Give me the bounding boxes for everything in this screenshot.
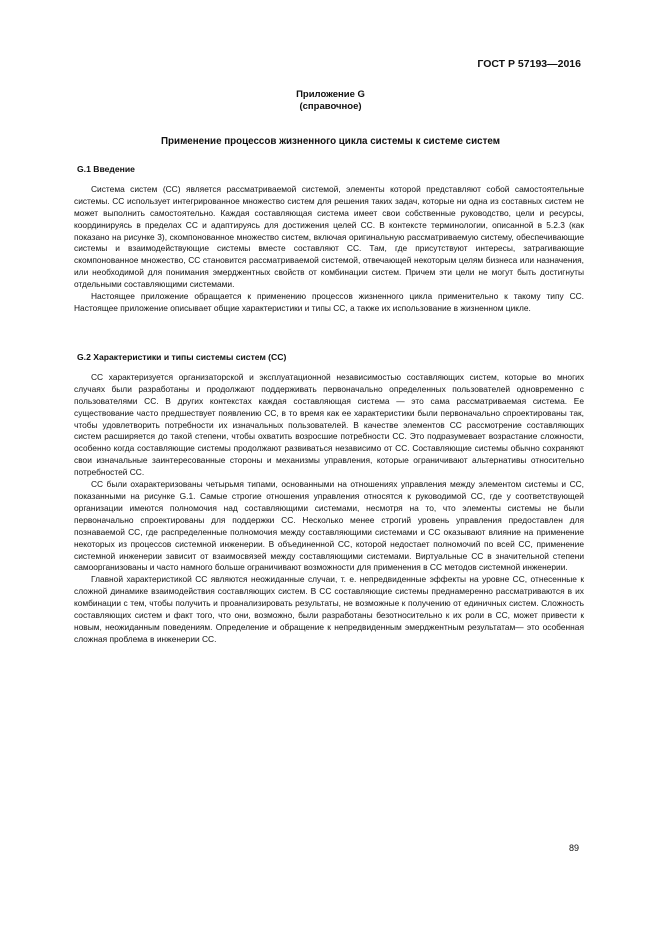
appendix-type: (справочное) xyxy=(299,101,362,112)
appendix-label: Приложение G xyxy=(296,89,365,100)
paragraph: Настоящее приложение обращается к применению процессов жизненного цикла применительно к такому типу СС. Настоящее приложение описывает общие характеристики и типы СС, а также их использование в жизненном цикле. xyxy=(74,291,584,313)
paragraph: СС характеризуется организаторской и эксплуатационной независимостью составляющих систем, которые во многих случаях были разработаны и продолжают поддерживать первоначально определенных пользователей одновременно с пользователями СС. В других контекстах каждая составляющая система — это сама рассматриваемая система. Ее существование часто предшествует появлению СС, в то время как ее характеристики были первоначально спроектированы так, чтобы удовлетворить потребности их изначальных пользователей. В качестве элементов СС рассмотрение составляющих систем расширяется до такой степени, чтобы охватить возросшие потребности СС. Это подразумевает возрастание сложности, особенно когда составляющие системы продолжают развиваться независимо от СС. Составляющие системы обычно сохраняют свои изначальные заинтересованные стороны и механизмы управления, которые ограничивают альтернативы относительно потребностей СС. xyxy=(74,371,584,478)
paragraph: Главной характеристикой СС являются неожиданные случаи, т. е. непредвиденные эффекты на уровне СС, отнесенные к сложной динамике взаимодействия составляющих систем. В СС составляющие системы преднамеренно рассматриваются в их комбинации с тем, чтобы получить и проанализировать результаты, не возможные к получению от единичных систем. Сложность составляющих систем и факт того, что они, возможно, были разработаны безотносительно к их роли в СС, может привести к новым, неожиданным поведениям. Определение и обращение к непредвиденным эмерджентным результатам— это особенная сложная проблема в инженерии СС. xyxy=(74,574,584,644)
appendix-title: Применение процессов жизненного цикла системы к системе систем xyxy=(161,136,500,147)
standard-id: ГОСТ Р 57193—2016 xyxy=(477,58,581,70)
section-characteristics xyxy=(74,352,584,646)
paragraph: СС были охарактеризованы четырьмя типами, основанными на отношениях управления между элементом системы и СС, показанными на рисунке G.1. Самые строгие отношения управления относятся к руководимой СС, где у соответствующей организации имеются полномочия над составляющими системами, несмотря на то, что элементы системы не были первоначально спроектированы для поддержки СС. Несколько менее строгий уровень управления предоставлен для познаваемой СС, где распределенные полномочия между составляющими системами и СС оказывают влияние на применение некоторых из процессов системной инженерии. В объединенной СС, которой недостает полномочий по всей СС, применение системной инженерии зависит от взаимосвязей между составляющими системами. Виртуальные СС в значительной степени самоорганизованы и часто намного больше ограничивают возможности для применения в СС методов системной инженерии. xyxy=(74,479,584,573)
page-number: 89 xyxy=(568,843,579,853)
section-introduction xyxy=(74,164,584,315)
section-heading: G.1 Введение xyxy=(77,164,135,174)
appendix-heading xyxy=(0,89,661,113)
paragraph: Система систем (СС) является рассматриваемой системой, элементы которой представляют собой самостоятельные системы. СС использует интегрированное множество систем для решения таких задач, которые ни одна из составных систем не может выполнить самостоятельно. Каждая составляющая система имеет свои собственные руководство, цели и ресурсы, координируясь в пределах СС и адаптируясь для достижения целей СС. В контексте терминологии, описанной в 5.2.3 (как показано на рисунке 3), скомпонованное множество систем, включая оригинальную рассматриваемую систему, обеспечивающие системы и взаимодействующие системы вместе составляют СС. Там, где присутствуют интересы, затрагивающие скомпонованное множество, СС становится рассматриваемой системой, отвечающей некоторым целям бизнеса или назначения, или необходимой для понимания эмерджентных свойств от комбинации систем. Причем эти цели не могут быть достигнуты отдельными составляющими системами. xyxy=(74,183,584,290)
section-heading: G.2 Характеристики и типы системы систем (СС) xyxy=(77,352,287,362)
